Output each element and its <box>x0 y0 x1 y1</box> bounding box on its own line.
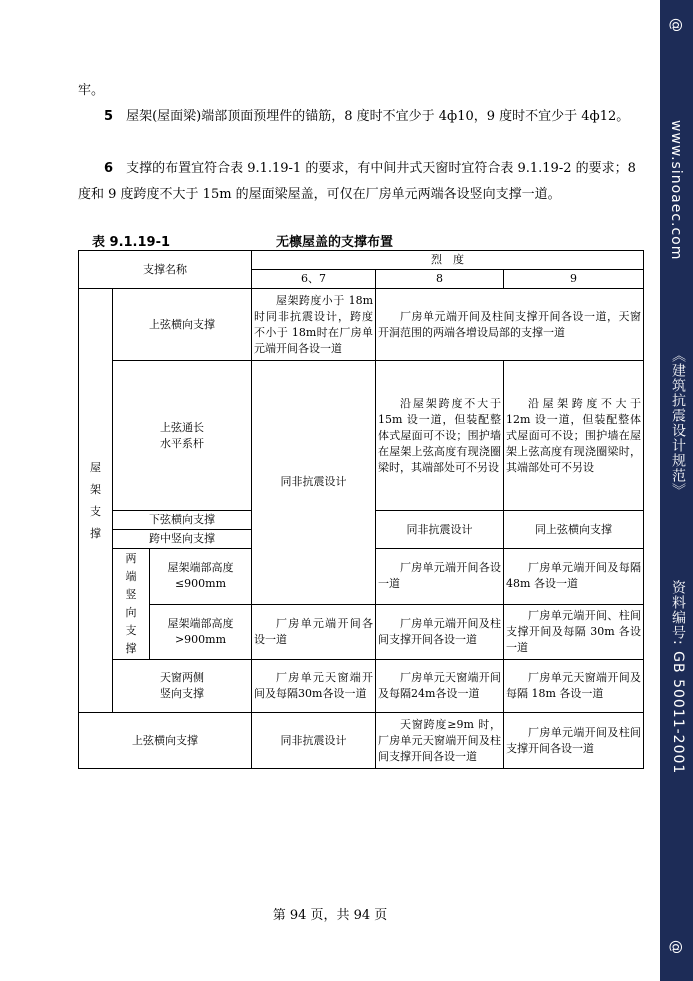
table-number: 表 9.1.19-1 <box>92 235 171 250</box>
row-continuous-tie-name: 上弦通长 水平系杆 <box>113 361 252 511</box>
row-top-chord-horizontal-name: 上弦横向支撑 <box>113 289 252 361</box>
cell-r2-r5-6-7: 同非抗震设计 <box>252 361 376 605</box>
cell-r6-6-7: 厂房单元端开间各设一道 <box>252 604 376 660</box>
paragraph-item-5 <box>78 104 644 130</box>
cell-r1-6-7: 屋架跨度小于 18m 时同非抗震设计，跨度不小于 18m时在厂房单元端开间各设一道 <box>252 289 376 361</box>
at-sign-top: @ <box>668 18 684 33</box>
at-sign-bottom: @ <box>668 940 684 955</box>
sidebar-code: 资料编号: GB 50011-2001 <box>670 580 686 775</box>
cell-r8-8: 天窗跨度≥9m 时，厂房单元天窗端开间及柱间支撑开间各设一道 <box>376 713 504 769</box>
row-skylight-top-chord-name: 上弦横向支撑 <box>79 713 252 769</box>
cell-r6-8: 厂房单元端开间及柱间支撑开间各设一道 <box>376 604 504 660</box>
cell-r7-6-7: 厂房单元天窗端开间及每隔30m各设一道 <box>252 660 376 713</box>
cell-r8-6-7: 同非抗震设计 <box>252 713 376 769</box>
header-intensity: 烈 度 <box>252 251 644 270</box>
cell-r7-8: 厂房单元天窗端开间及每隔24m各设一道 <box>376 660 504 713</box>
sidebar-website: www.sinoaec.com <box>668 120 684 261</box>
subgroup-end-vertical-support: 两 端 竖 向 支 撑 <box>113 549 150 660</box>
watermark-sidebar <box>660 0 693 981</box>
paragraph-continuation <box>78 78 644 104</box>
row-end-height-high-name: 屋架端部高度 >900mm <box>150 604 252 660</box>
cell-r1-8-9: 厂房单元端开间及柱间支撑开间各设一道，天窗开洞范围的两端各增设局部的支撑一道 <box>376 289 644 361</box>
row-end-height-low-name: 屋架端部高度 ≤900mm <box>150 549 252 605</box>
cell-r3-r4-8: 同非抗震设计 <box>376 511 504 549</box>
cell-r3-r4-9: 同上弦横向支撑 <box>504 511 644 549</box>
row-bottom-chord-horizontal-name: 下弦横向支撑 <box>113 511 252 530</box>
header-support-name: 支撑名称 <box>79 251 252 289</box>
cell-r2-9: 沿屋架跨度不大于 12m 设一道，但装配整体式屋面可不设；围护墙在屋架上弦高度有现浇圈梁时，其端部处可不另设 <box>504 361 644 511</box>
header-col-8: 8 <box>376 270 504 289</box>
group-roof-truss-support: 屋 架 支 撑 <box>79 289 113 713</box>
row-skylight-vertical-name: 天窗两侧 竖向支撑 <box>113 660 252 713</box>
page-footer: 第 94 页，共 94 页 <box>272 908 388 923</box>
paragraph-text: 牢。 <box>78 83 105 98</box>
item-number: 5 <box>104 109 114 124</box>
cell-r5-8: 厂房单元端开间各设一道 <box>376 549 504 605</box>
cell-r7-9: 厂房单元天窗端开间及每隔 18m 各设一道 <box>504 660 644 713</box>
paragraph-text: 支撑的布置宜符合表 9.1.19-1 的要求，有中间井式天窗时宜符合表 9.1.19-2 的要求；8 度和 9 度跨度不大于 15m 的屋面梁屋盖，可仅在厂房单元两端各设竖向支撑一道。 <box>78 161 636 202</box>
cell-r8-9: 厂房单元端开间及柱间支撑开间各设一道 <box>504 713 644 769</box>
item-number: 6 <box>104 161 114 176</box>
cell-r2-8: 沿屋架跨度不大于15m 设一道，但装配整体式屋面可不设；围护墙在屋架上弦高度有现浇圈梁时，其端部处可不另设 <box>376 361 504 511</box>
paragraph-item-6 <box>78 156 644 208</box>
cell-r6-9: 厂房单元端开间、柱间支撑开间及每隔 30m 各设一道 <box>504 604 644 660</box>
header-col-6-7: 6、7 <box>252 270 376 289</box>
sidebar-book-title: 《建筑抗震设计规范》 <box>670 348 686 498</box>
support-layout-table <box>78 250 644 769</box>
table-title: 无檩屋盖的支撑布置 <box>276 235 394 250</box>
paragraph-text: 屋架(屋面梁)端部顶面预埋件的锚筋，8 度时不宜少于 4ф10，9 度时不宜少于 4ф12。 <box>126 109 630 124</box>
cell-r5-9: 厂房单元端开间及每隔 48m 各设一道 <box>504 549 644 605</box>
row-midspan-vertical-name: 跨中竖向支撑 <box>113 530 252 549</box>
header-col-9: 9 <box>504 270 644 289</box>
